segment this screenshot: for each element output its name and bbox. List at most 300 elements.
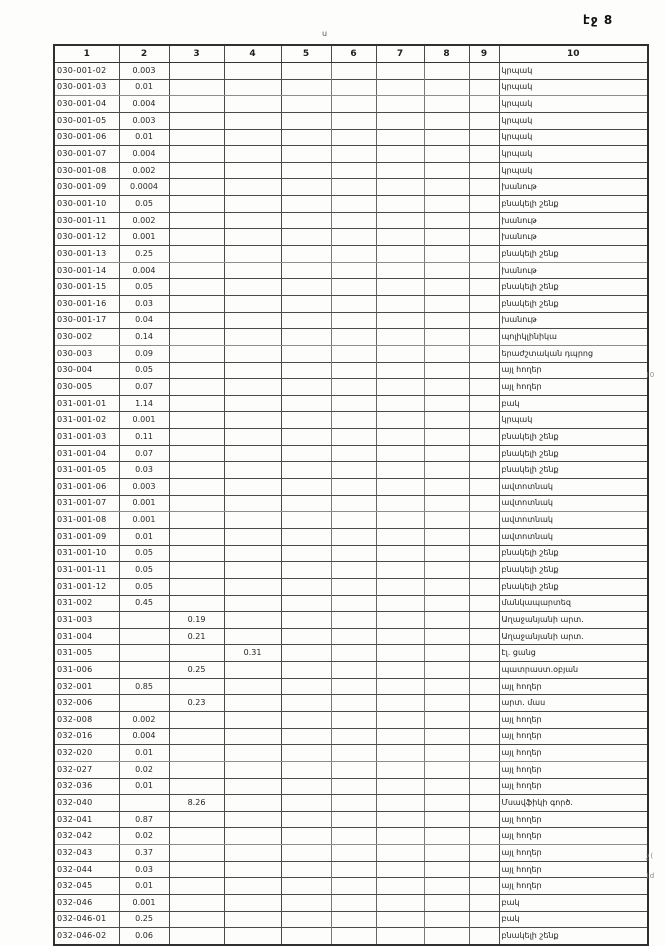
empty-cell [424,395,469,412]
table-row [54,545,648,562]
empty-cell [331,63,376,80]
column-header: 3 [169,45,224,63]
column-header: 1 [54,45,119,63]
code-cell: 030-001-02 [54,63,119,80]
empty-cell [331,911,376,928]
value-cell [169,295,224,312]
value-cell [224,162,281,179]
table-row [54,911,648,928]
value-cell [169,112,224,129]
empty-cell [469,246,499,263]
table-row [54,362,648,379]
empty-cell [331,545,376,562]
value-cell: 0.03 [119,462,169,479]
table-row [54,778,648,795]
name-cell: կրպակ [499,162,648,179]
empty-cell [376,545,424,562]
empty-cell [376,96,424,113]
empty-cell [469,695,499,712]
empty-cell [376,196,424,213]
empty-cell [281,528,331,545]
empty-cell [281,479,331,496]
value-cell: 0.85 [119,678,169,695]
empty-cell [424,196,469,213]
empty-cell [376,462,424,479]
empty-cell [331,229,376,246]
code-cell: 031-004 [54,628,119,645]
value-cell [224,63,281,80]
empty-cell [469,212,499,229]
value-cell [224,246,281,263]
empty-cell [281,545,331,562]
table-row [54,811,648,828]
value-cell [224,129,281,146]
empty-cell [376,612,424,629]
table-row [54,928,648,945]
value-cell [169,329,224,346]
value-cell [224,146,281,163]
empty-cell [376,312,424,329]
empty-cell [469,728,499,745]
empty-cell [331,129,376,146]
code-cell: 031-005 [54,645,119,662]
value-cell [169,545,224,562]
empty-cell [281,878,331,895]
empty-cell [376,246,424,263]
name-cell: կրպակ [499,129,648,146]
name-cell: կրպակ [499,79,648,96]
empty-cell [376,628,424,645]
name-cell: պոլիկլինիկա [499,329,648,346]
value-cell: 0.003 [119,112,169,129]
empty-cell [331,445,376,462]
table-row [54,578,648,595]
empty-cell [331,512,376,529]
table-row [54,229,648,246]
value-cell [224,445,281,462]
empty-cell [424,628,469,645]
code-cell: 032-043 [54,845,119,862]
empty-cell [469,412,499,429]
value-cell: 0.001 [119,512,169,529]
name-cell: բնակելի շենք [499,246,648,263]
column-header: 10 [499,45,648,63]
value-cell: 0.05 [119,562,169,579]
value-cell [224,928,281,945]
code-cell: 032-044 [54,861,119,878]
value-cell: 0.0004 [119,179,169,196]
empty-cell [424,512,469,529]
code-cell: 031-001-08 [54,512,119,529]
name-cell: կրպակ [499,146,648,163]
value-cell: 0.05 [119,279,169,296]
empty-cell [376,711,424,728]
value-cell [169,761,224,778]
empty-cell [424,828,469,845]
empty-cell [469,528,499,545]
value-cell [169,229,224,246]
value-cell [224,312,281,329]
empty-cell [469,778,499,795]
empty-cell [331,162,376,179]
empty-cell [424,362,469,379]
value-cell [169,63,224,80]
value-cell: 0.87 [119,811,169,828]
value-cell [224,462,281,479]
name-cell: այլ հողեր [499,728,648,745]
table-row [54,662,648,679]
empty-cell [281,778,331,795]
column-header: 9 [469,45,499,63]
code-cell: 032-045 [54,878,119,895]
code-cell: 030-001-11 [54,212,119,229]
empty-cell [331,412,376,429]
name-cell: ավտոտնակ [499,512,648,529]
empty-cell [376,229,424,246]
empty-cell [424,545,469,562]
empty-cell [376,479,424,496]
name-cell: Մսավֆիկի գործ. [499,795,648,812]
value-cell [224,662,281,679]
value-cell: 0.03 [119,295,169,312]
name-cell: խանութ [499,312,648,329]
empty-cell [424,246,469,263]
value-cell: 0.02 [119,828,169,845]
value-cell [169,845,224,862]
data-table [53,44,649,946]
name-cell: այլ հողեր [499,678,648,695]
table-row [54,828,648,845]
empty-cell [424,745,469,762]
empty-cell [469,279,499,296]
value-cell [169,861,224,878]
value-cell: 0.002 [119,212,169,229]
value-cell [169,146,224,163]
empty-cell [331,761,376,778]
value-cell [224,179,281,196]
empty-cell [376,778,424,795]
value-cell [224,196,281,213]
value-cell [224,345,281,362]
empty-cell [331,362,376,379]
empty-cell [376,495,424,512]
empty-cell [331,811,376,828]
value-cell [169,162,224,179]
value-cell [169,262,224,279]
empty-cell [376,728,424,745]
empty-cell [469,229,499,246]
value-cell [224,545,281,562]
empty-cell [376,645,424,662]
code-cell: 031-001-12 [54,578,119,595]
value-cell [224,595,281,612]
empty-cell [281,662,331,679]
name-cell: բնակելի շենք [499,562,648,579]
empty-cell [331,645,376,662]
table-row [54,595,648,612]
value-cell [224,878,281,895]
empty-cell [469,745,499,762]
code-cell: 031-006 [54,662,119,679]
table-row [54,878,648,895]
empty-cell [469,96,499,113]
code-cell: 031-002 [54,595,119,612]
value-cell: 0.004 [119,262,169,279]
name-cell: խանութ [499,262,648,279]
table-row [54,695,648,712]
empty-cell [469,129,499,146]
empty-cell [331,778,376,795]
table-row [54,345,648,362]
empty-cell [376,129,424,146]
empty-cell [376,745,424,762]
value-cell [224,828,281,845]
value-cell [224,412,281,429]
empty-cell [424,112,469,129]
empty-cell [376,895,424,912]
value-cell [224,562,281,579]
code-cell: 030-001-15 [54,279,119,296]
empty-cell [331,828,376,845]
empty-cell [331,196,376,213]
empty-cell [331,246,376,263]
empty-cell [469,262,499,279]
value-cell [169,495,224,512]
value-cell [224,578,281,595]
table-row [54,279,648,296]
name-cell: ավտոտնակ [499,528,648,545]
name-cell: Աղաջանյանի արտ. [499,612,648,629]
table-row [54,429,648,446]
name-cell: ավտոտնակ [499,479,648,496]
empty-cell [281,795,331,812]
table-row [54,745,648,762]
value-cell: 0.14 [119,329,169,346]
table-row [54,761,648,778]
empty-cell [469,329,499,346]
value-cell: 0.07 [119,445,169,462]
empty-cell [281,911,331,928]
empty-cell [281,845,331,862]
value-cell: 0.001 [119,412,169,429]
empty-cell [376,63,424,80]
name-cell: այլ հողեր [499,861,648,878]
value-cell [169,96,224,113]
table-row [54,628,648,645]
empty-cell [376,329,424,346]
table-row [54,312,648,329]
empty-cell [331,312,376,329]
empty-cell [376,761,424,778]
value-cell [224,695,281,712]
empty-cell [331,96,376,113]
empty-cell [281,112,331,129]
empty-cell [424,63,469,80]
empty-cell [424,479,469,496]
value-cell: 0.01 [119,778,169,795]
empty-cell [424,445,469,462]
empty-cell [281,379,331,396]
value-cell [224,279,281,296]
table-row [54,212,648,229]
name-cell: կրպակ [499,412,648,429]
value-cell [169,279,224,296]
code-cell: 031-001-09 [54,528,119,545]
empty-cell [331,146,376,163]
empty-cell [281,445,331,462]
name-cell: այլ հողեր [499,379,648,396]
value-cell: 0.37 [119,845,169,862]
code-cell: 032-008 [54,711,119,728]
empty-cell [281,612,331,629]
value-cell [224,795,281,812]
empty-cell [331,745,376,762]
value-cell [224,96,281,113]
value-cell: 0.01 [119,129,169,146]
empty-cell [376,395,424,412]
column-header: 2 [119,45,169,63]
empty-cell [469,761,499,778]
empty-cell [331,562,376,579]
empty-cell [376,295,424,312]
value-cell [119,695,169,712]
code-cell: 030-005 [54,379,119,396]
empty-cell [376,811,424,828]
empty-cell [424,212,469,229]
name-cell: այլ հողեր [499,778,648,795]
empty-cell [376,861,424,878]
value-cell [224,811,281,828]
name-cell: էլ. ցանց [499,645,648,662]
code-cell: 030-001-07 [54,146,119,163]
value-cell [119,795,169,812]
name-cell: բնակելի շենք [499,578,648,595]
empty-cell [281,63,331,80]
value-cell [224,711,281,728]
code-cell: 032-036 [54,778,119,795]
value-cell [169,745,224,762]
value-cell [169,778,224,795]
empty-cell [424,162,469,179]
value-cell [169,728,224,745]
value-cell [224,745,281,762]
empty-cell [376,795,424,812]
value-cell [224,262,281,279]
code-cell: 032-042 [54,828,119,845]
table-row [54,179,648,196]
value-cell [224,778,281,795]
value-cell [169,911,224,928]
empty-cell [424,595,469,612]
empty-cell [281,162,331,179]
name-cell: բակ [499,911,648,928]
value-cell: 0.001 [119,895,169,912]
empty-cell [281,279,331,296]
empty-cell [281,495,331,512]
value-cell: 0.09 [119,345,169,362]
empty-cell [281,728,331,745]
table-row [54,711,648,728]
code-cell: 032-046-01 [54,911,119,928]
code-cell: 030-001-17 [54,312,119,329]
value-cell [169,595,224,612]
code-cell: 032-046-02 [54,928,119,945]
value-cell: 0.11 [119,429,169,446]
empty-cell [469,512,499,529]
empty-cell [281,395,331,412]
value-cell: 0.01 [119,745,169,762]
value-cell [119,628,169,645]
empty-cell [331,878,376,895]
name-cell: Աղաջանյանի արտ. [499,628,648,645]
table-row [54,528,648,545]
empty-cell [331,429,376,446]
empty-cell [424,695,469,712]
table-row [54,895,648,912]
table-row [54,246,648,263]
empty-cell [376,112,424,129]
value-cell [169,312,224,329]
empty-cell [376,911,424,928]
empty-cell [424,645,469,662]
empty-cell [424,379,469,396]
value-cell [224,495,281,512]
empty-cell [281,645,331,662]
empty-cell [281,711,331,728]
name-cell: այլ հողեր [499,811,648,828]
name-cell: արտ. մաս [499,695,648,712]
name-cell: պատրաստ.օբյան [499,662,648,679]
value-cell: 0.001 [119,495,169,512]
name-cell: բնակելի շենք [499,429,648,446]
empty-cell [376,146,424,163]
empty-cell [469,678,499,695]
empty-cell [424,578,469,595]
table-row [54,262,648,279]
scan-artifact-mark: ս [322,29,328,38]
code-cell: 030-002 [54,329,119,346]
empty-cell [424,312,469,329]
code-cell: 030-001-04 [54,96,119,113]
table-row [54,329,648,346]
empty-cell [424,811,469,828]
table-row [54,196,648,213]
empty-cell [331,379,376,396]
name-cell: բնակելի շենք [499,445,648,462]
empty-cell [281,246,331,263]
value-cell [169,895,224,912]
value-cell [224,628,281,645]
code-cell: 031-001-02 [54,412,119,429]
value-cell: 0.002 [119,162,169,179]
code-cell: 030-003 [54,345,119,362]
value-cell [224,612,281,629]
empty-cell [331,678,376,695]
empty-cell [424,329,469,346]
table-row [54,795,648,812]
value-cell [224,911,281,928]
empty-cell [331,628,376,645]
table-row [54,112,648,129]
empty-cell [469,811,499,828]
empty-cell [469,429,499,446]
empty-cell [376,928,424,945]
table-row [54,512,648,529]
value-cell: 0.003 [119,63,169,80]
value-cell: 0.01 [119,878,169,895]
empty-cell [281,179,331,196]
name-cell: այլ հողեր [499,711,648,728]
